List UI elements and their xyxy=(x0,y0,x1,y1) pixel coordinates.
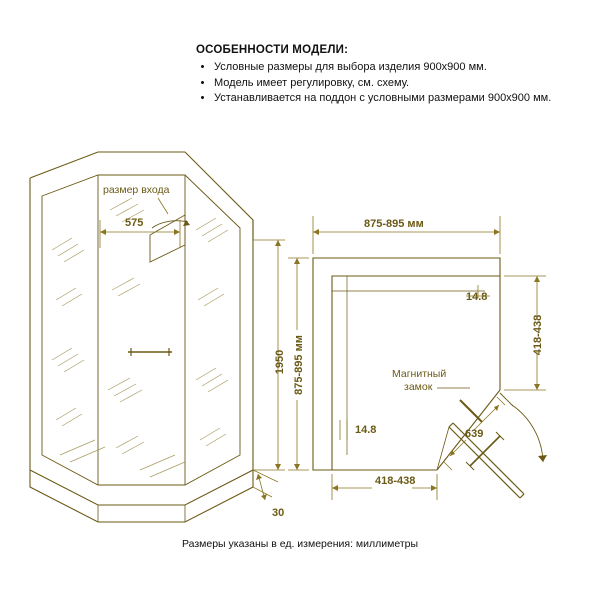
enclosure-height-value: 1950 xyxy=(274,349,286,375)
open-door-leaf xyxy=(449,423,524,498)
magnetic-lock-line xyxy=(460,400,482,422)
magnetic-lock-label-line1: Магнитный xyxy=(392,368,447,380)
swing-arc-leader xyxy=(500,393,513,406)
door-swing-arrow-plan xyxy=(538,455,547,462)
list-item: • Модель имеет регулировку, см. схему. xyxy=(214,76,566,91)
door-handle-plan xyxy=(470,436,500,466)
enclosure-base-tray xyxy=(30,470,253,522)
base-ext-lines xyxy=(253,470,278,497)
door-swing-arc xyxy=(152,221,188,228)
plan-offset-top-value: 14.8 xyxy=(466,291,488,303)
door-hinge-edge xyxy=(437,427,449,470)
base-depth-value: 30 xyxy=(272,507,285,519)
glass-reflections xyxy=(52,198,228,477)
plan-right-upper-value: 418-438 xyxy=(532,314,544,356)
entry-size-label: размер входа xyxy=(103,184,170,196)
open-door-leaf-caps xyxy=(449,423,524,498)
features-title: ОСОБЕННОСТИ МОДЕЛИ: xyxy=(196,44,349,56)
tray-edges xyxy=(98,505,185,522)
magnetic-lock-label-line2: замок xyxy=(404,381,433,393)
left-dimensions xyxy=(100,198,285,500)
plan-top-width-value: 875-895 мм xyxy=(364,218,424,230)
entry-width-value: 575 xyxy=(125,217,144,229)
list-item: • Устанавливается на поддон с условными размерами 900х900 мм. xyxy=(214,91,566,106)
right-dimensions xyxy=(288,216,546,500)
entry-label-leader xyxy=(158,198,168,214)
left-perspective-drawing xyxy=(30,152,253,522)
plan-offset-left-value: 14.8 xyxy=(355,424,377,436)
plan-door-length-value: 639 xyxy=(465,428,484,440)
plan-left-height-value: 875-895 мм xyxy=(293,335,305,395)
list-item: • Условные размеры для выбора изделия 900х900 мм. xyxy=(214,60,566,75)
door-swing-arc-plan xyxy=(512,405,543,462)
offset-left-ext xyxy=(340,420,347,440)
units-footnote: Размеры указаны в ед. измерения: миллиметры xyxy=(181,538,419,550)
plan-bottom-width-value: 418-438 xyxy=(375,475,416,487)
